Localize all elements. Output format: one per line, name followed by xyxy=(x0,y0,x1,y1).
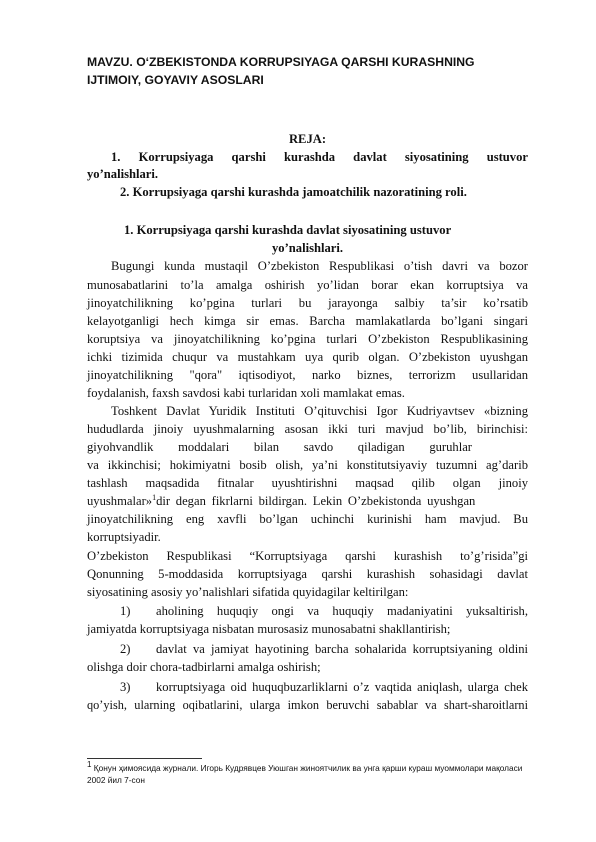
body-line: jinoyatchilikning ko’pgina turlari bu jarayonga salbiy ta’sir ko’rsatib xyxy=(87,296,528,310)
section-heading: 1. Korrupsiyaga qarshi kurashda davlat siyosatining ustuvor xyxy=(124,223,452,237)
body-line: siyosatining asosiy yo’nalishlari sifatida quyidagilar keltirilgan: xyxy=(87,585,409,599)
body-line: kelayotganligi hech kimga sir emas. Barcha mamlakatlarda bo’lgani singari xyxy=(87,314,528,328)
body-line-part: dir degan fikrlarni bildirgan. Lekin O’zbekistonda uyushgan xyxy=(156,494,476,508)
body-line: ichki tizimida chuqur va mustahkam uya qurib olgan. O’zbekiston uyushgan xyxy=(87,350,528,364)
body-line: Bugungi kunda mustaqil O’zbekiston Respublikasi o’tish davri va bozor xyxy=(111,259,528,273)
body-line: Qonunning 5-moddasida korruptsiyaga qarshi kurashish sohasidagi davlat xyxy=(87,567,528,581)
body-line: Toshkent Davlat Yuridik Instituti O’qituvchisi Igor Kudriyavtsev «bizning xyxy=(111,404,528,418)
footnote-mark: 1 xyxy=(87,760,92,770)
body-line: giyohvandlik moddalari bilan savdo qiladigan guruhlar xyxy=(87,440,472,454)
list-number: 3) xyxy=(120,680,131,694)
body-line-with-footnote xyxy=(87,493,528,510)
body-line: jinoyatchilikning "qora" iqtisodiyot, narko biznes, terrorizm usullaridan xyxy=(87,368,528,382)
body-line: koruptsiya va jinoyatchilikning ko’pgina turlari O’zbekiston Respublikasining xyxy=(87,332,528,346)
body-line: hududlarda jinoiy uyushmalarning asosan ikki turi mavjud bo’lib, birinchisi: xyxy=(87,422,528,436)
body-line-part: uyushmalar» xyxy=(87,494,153,508)
list-text: aholining huquqiy ongi va huquqiy madaniyatini yuksaltirish, xyxy=(156,604,528,618)
list-text: korruptsiyaga oid huquqbuzarliklarni o’z vaqtida aniqlash, ularga chek xyxy=(156,680,528,694)
list-item-2 xyxy=(87,641,528,658)
body-line: korruptsiyadir. xyxy=(87,530,161,544)
plan-item-1-cont: yo’nalishlari. xyxy=(87,167,159,181)
body-line: foydalanish, faxsh savdosi kabi turlaridan xoli mamlakat emas. xyxy=(87,386,405,400)
plan-item-2: 2. Korrupsiyaga qarshi kurashda jamoatchilik nazoratining roli. xyxy=(120,185,467,199)
body-line: munosabatlarini to’la amalga oshirish yo’lidan borar ekan korruptsiya va xyxy=(87,278,528,292)
body-line: jinoyatchilikning eng xavfli bo’lgan uchinchi kurinishi ham mavjud. Bu xyxy=(87,512,528,526)
footnote-separator xyxy=(87,758,202,759)
body-line: va ikkinchisi; hokimiyatni bosib olish, ya’ni konstitutsiyaviy tuzumni ag’darib xyxy=(87,458,528,472)
body-line: tashlash maqsadida fitnalar uyushtirishni maqsad qilib olgan jinoiy xyxy=(87,476,528,490)
list-number: 1) xyxy=(120,604,131,618)
list-item-3-cont: qo’yish, ularning oqibatlarini, ularga imkon beruvchi sabablar va shart-sharoitlarni xyxy=(87,698,528,712)
list-item-1 xyxy=(87,603,528,620)
footnote-text: Қонун ҳимоясида журнали. Игорь Кудрявцев Уюшган жиноятчилик ва унга қарши кураш муоммолари мақоласи 2002 йил 7-сон xyxy=(87,763,523,785)
list-text: davlat va jamiyat hayotining barcha sohalarida korruptsiyaning oldini xyxy=(156,642,528,656)
section-heading-cont: yo’nalishlari. xyxy=(271,241,344,255)
list-item-3 xyxy=(87,679,528,696)
footnote-reference[interactable]: 1 xyxy=(152,492,157,502)
list-item-2-cont: olishga doir chora-tadbirlarni amalga oshirish; xyxy=(87,660,321,674)
plan-item-1: 1. Korrupsiyaga qarshi kurashda davlat siyosatining ustuvor xyxy=(111,150,528,164)
document-title: MAVZU. O‘ZBEKISTONDA KORRUPSIYAGA QARSHI KURASHNING IJTIMOIY, GOYAVIY ASOSLARI xyxy=(87,55,475,87)
body-line: O’zbekiston Respublikasi “Korruptsiyaga qarshi kurashish to’g’risida”gi xyxy=(87,549,528,563)
plan-heading: REJA: xyxy=(288,132,327,146)
list-item-1-cont: jamiyatda korruptsiyaga nisbatan murosasiz munosabatni shakllantirish; xyxy=(87,622,451,636)
footnote xyxy=(87,762,528,786)
list-number: 2) xyxy=(120,642,131,656)
